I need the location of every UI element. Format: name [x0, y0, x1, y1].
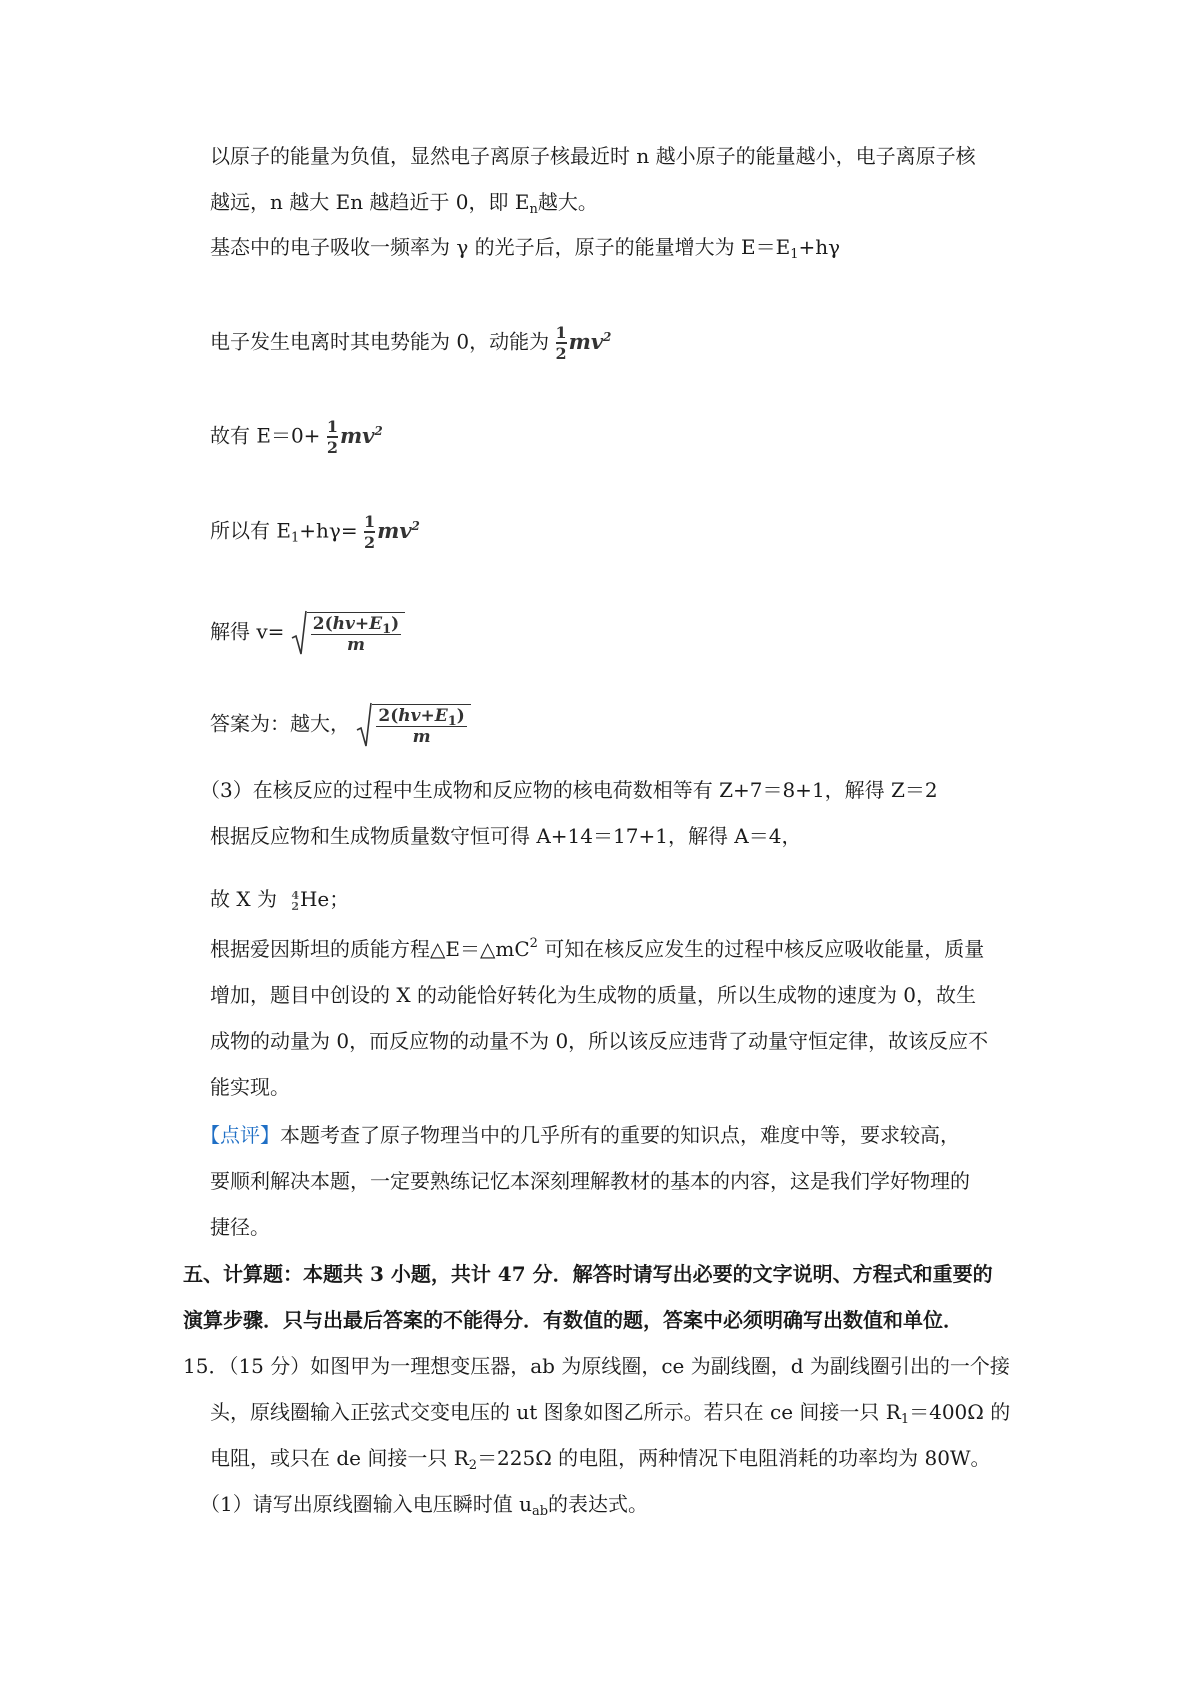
section-heading: 五、计算题：本题共 3 小题，共计 47 分．解答时请写出必要的文字说明、方程式和重要的 [183, 1262, 993, 1286]
fraction-half: $\frac{1}{2}$ [363, 512, 376, 552]
text-line: 根据爱因斯坦的质能方程$\triangle E=\triangle mC^2$ 可知在核反应发生的过程中核反应吸收能量，质量 [210, 936, 985, 961]
text-line: 要顺利解决本题，一定要熟练记忆本深刻理解教材的基本的内容，这是我们学好物理的 [210, 1169, 970, 1193]
fraction-half: $\frac{1}{2}$ [555, 323, 567, 363]
text-line: 根据反应物和生成物质量数守恒可得 A+14＝17+1，解得 A＝4， [210, 824, 802, 848]
text-line: 成物的动量为 0，而反应物的动量不为 0，所以该反应违背了动量守恒定律，故该反应不 [210, 1029, 989, 1053]
section-heading: 演算步骤．只与出最后答案的不能得分．有数值的题，答案中必须明确写出数值和单位． [183, 1308, 963, 1332]
text-line: （3）在核反应的过程中生成物和反应物的核电荷数相等有 Z+7＝8+1，解得 Z＝2 [200, 778, 938, 802]
text-line: （1）请写出原线圈输入电压瞬时值 $u_{ab}$的表达式。 [200, 1492, 649, 1519]
question-line: 15．（15 分）如图甲为一理想变压器，ab 为原线圈，ce 为副线圈，d 为副线圈引出的一个接 [183, 1354, 1010, 1378]
text-line: 电子发生电离时其电势能为 0，动能为 $\frac{1}{2}$ $mv^2$ [210, 323, 612, 363]
math-mv2: $mv^2$ [377, 517, 420, 543]
text-line: 增加，题目中创设的 X 的动能恰好转化为生成物的质量，所以生成物的速度为 0，故生 [210, 983, 977, 1007]
text-line: 解得 v= $2(hv+E_1)$ m [210, 610, 405, 656]
text-line: 基态中的电子吸收一频率为 γ 的光子后，原子的能量增大为 $E=E_1+h\gamma$ [210, 235, 841, 262]
text-line: 【点评】本题考查了原子物理当中的几乎所有的重要的知识点，难度中等，要求较高， [200, 1123, 960, 1147]
text-line: 所以有 $E_1+h\gamma=$ $\frac{1}{2}$ $mv^2$ [210, 512, 420, 552]
text-line: 捷径。 [210, 1215, 270, 1239]
text-line: 答案为：越大， $2(hv+E_1)$ m [210, 702, 471, 748]
text-line: 故有 E＝0+ $\frac{1}{2}$ $mv^2$ [210, 417, 383, 457]
isotope-label: 4 2 [291, 888, 299, 913]
text-line: 故 X 为 4 2 He； [210, 887, 350, 913]
text-line: 以原子的能量为负值，显然电子离原子核最近时 n 越小原子的能量越小，电子离原子核 [210, 144, 976, 168]
math-mv2: $mv^2$ [568, 328, 612, 354]
text-line: 电阻，或只在 de 间接一只 $R_2=225\Omega$ 的电阻，两种情况下电阻消耗的功率均为 80W。 [210, 1446, 991, 1473]
sqrt-expression: $2(hv+E_1)$ m [291, 610, 405, 656]
fraction-half: $\frac{1}{2}$ [326, 417, 338, 457]
math-mv2: $mv^2$ [339, 422, 383, 448]
text-line: 能实现。 [210, 1075, 290, 1099]
text-line: 头，原线圈输入正弦式交变电压的 ut 图象如图乙所示。若只在 ce 间接一只 $R_1=400\Omega$ 的 [210, 1400, 1011, 1427]
text-line: 越远，n 越大 En 越趋近于 0，即 $E_n$越大。 [210, 190, 598, 217]
comment-tag: 【点评】 [200, 1123, 280, 1147]
sqrt-expression: $2(hv+E_1)$ m [356, 702, 470, 748]
